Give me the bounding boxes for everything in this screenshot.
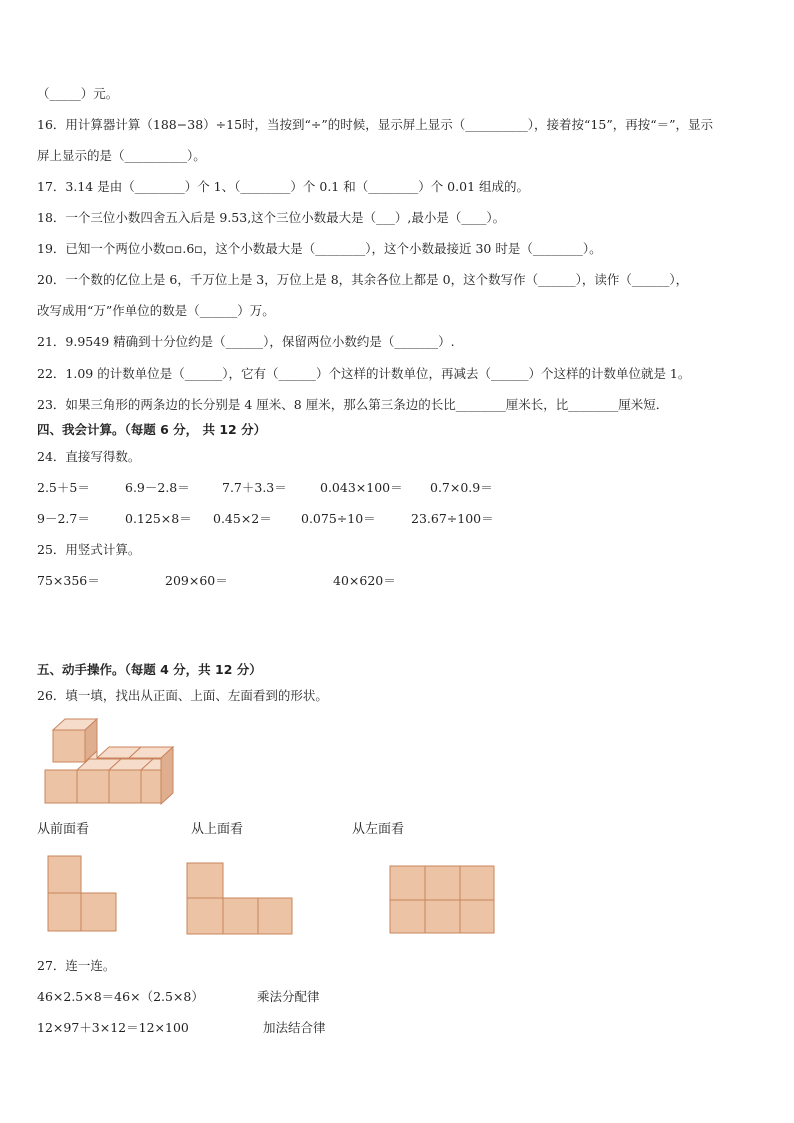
calc-item: 9－2.7＝: [37, 511, 90, 526]
question-25: 25．用竖式计算。: [37, 542, 141, 557]
match-left-item: 12×97＋3×12＝12×100: [37, 1020, 189, 1035]
match-right-item: 乘法分配律: [257, 989, 320, 1004]
calc-item: 7.7＋3.3＝: [222, 480, 287, 495]
section-5-heading: 五、动手操作。（每题 4 分，共 12 分）: [37, 662, 262, 677]
calc-item: 0.043×100＝: [320, 480, 403, 495]
top-view-label: 从上面看: [191, 822, 244, 837]
section-4-heading: 四、我会计算。（每题 6 分， 共 12 分）: [37, 422, 267, 437]
vertical-calc-item: 40×620＝: [333, 573, 396, 588]
question-23: 23．如果三角形的两条边的长分别是 4 厘米、8 厘米，那么第三条边的长比________厘米长，比________厘米短．: [37, 397, 669, 412]
left-view-label: 从左面看: [352, 822, 405, 837]
question-15-tail: （_____）元。: [37, 86, 119, 101]
front-view-figure: [47, 855, 119, 933]
front-view-label: 从前面看: [37, 822, 90, 837]
calc-item: 2.5＋5＝: [37, 480, 90, 495]
match-right-item: 加法结合律: [263, 1020, 326, 1035]
cube-stack-figure: [40, 718, 175, 810]
match-left-item: 46×2.5×8＝46×（2.5×8）: [37, 989, 204, 1004]
question-18: 18．一个三位小数四舍五入后是 9.53,这个三位小数最大是（___）,最小是（____）。: [37, 210, 506, 225]
question-27: 27．连一连。: [37, 958, 116, 973]
calc-item: 0.7×0.9＝: [430, 480, 493, 495]
question-24: 24．直接写得数。: [37, 449, 141, 464]
calc-item: 0.45×2＝: [213, 511, 272, 526]
vertical-calc-item: 75×356＝: [37, 573, 100, 588]
calc-item: 0.125×8＝: [125, 511, 192, 526]
calc-item: 6.9－2.8＝: [125, 480, 190, 495]
question-16: 16．用计算器计算（188−38）÷15时，当按到“÷”的时候，显示屏上显示（__________），接着按“15”，再按“＝”，显示: [37, 117, 713, 132]
question-22: 22．1.09 的计数单位是（______），它有（______）个这样的计数单位，再减去（______）个这样的计数单位就是 1。: [37, 366, 691, 381]
calc-item: 0.075÷10＝: [301, 511, 376, 526]
calc-item: 23.67÷100＝: [411, 511, 494, 526]
question-20: 20．一个数的亿位上是 6，千万位上是 3，万位上是 8，其余各位上都是 0，这个数写作（______），读作（______），: [37, 272, 689, 287]
question-17: 17．3.14 是由（________）个 1、（________）个 0.1 和（________）个 0.01 组成的。: [37, 179, 529, 194]
question-16-cont: 屏上显示的是（__________）。: [37, 148, 206, 163]
question-26: 26．填一填，找出从正面、上面、左面看到的形状。: [37, 688, 328, 703]
vertical-calc-item: 209×60＝: [165, 573, 228, 588]
question-20-cont: 改写成用“万”作单位的数是（______）万。: [37, 303, 275, 318]
left-view-figure: [389, 865, 497, 935]
top-view-figure: [186, 862, 294, 936]
question-21: 21．9.9549 精确到十分位约是（______），保留两位小数约是（_______）.: [37, 334, 455, 349]
question-19: 19．已知一个两位小数▫▫.6▫，这个小数最大是（________），这个小数最接近 30 时是（________）。: [37, 241, 602, 256]
